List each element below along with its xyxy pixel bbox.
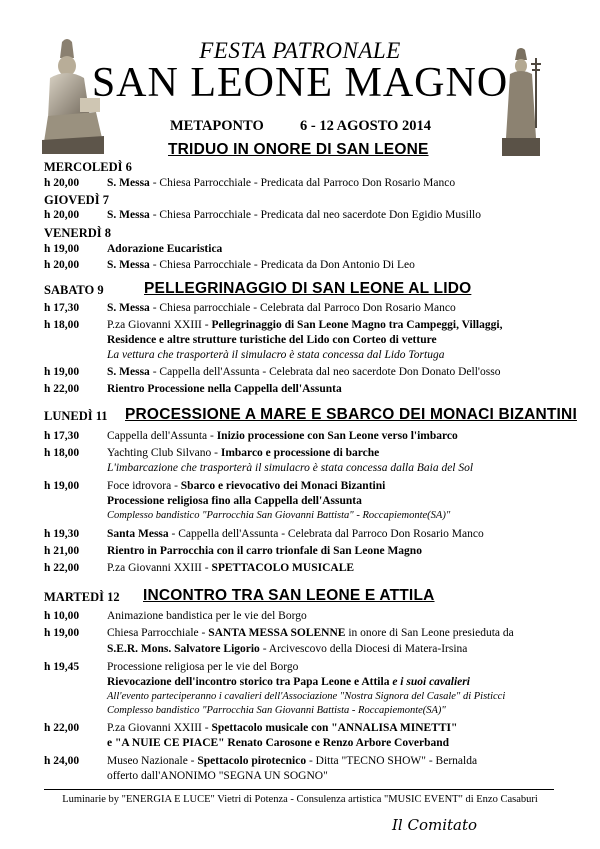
event-time: h 20,00 — [44, 177, 80, 189]
event-description: S. Messa - Cappella dell'Assunta - Celebrata dal neo sacerdote Don Donato Dell'osso — [107, 366, 501, 378]
event-description: Cappella dell'Assunta - Inizio processione con San Leone verso l'imbarco — [107, 430, 458, 442]
event-description: Processione religiosa per le vie del Borgo — [107, 661, 299, 673]
sabato-day-label: SABATO 9 — [44, 283, 104, 297]
event-time: h 21,00 — [44, 545, 80, 557]
martedi-day-label: MARTEDÌ 12 — [44, 590, 120, 604]
event-description: S. Messa - Chiesa parrocchiale - Celebrata dal Parroco Don Rosario Manco — [107, 302, 456, 314]
event-description: Museo Nazionale - Spettacolo pirotecnico - Ditta "TECNO SHOW" - Bernalda — [107, 755, 478, 767]
event-description: Rientro Processione nella Cappella dell'Assunta — [107, 383, 342, 395]
event-time: h 10,00 — [44, 610, 80, 622]
festival-dates: 6 - 12 AGOSTO 2014 — [300, 118, 432, 134]
comitato-signature: Il Comitato — [392, 816, 478, 834]
event-time: h 22,00 — [44, 562, 80, 574]
event-time: h 17,30 — [44, 430, 80, 442]
triduo-section-title: TRIDUO IN ONORE DI SAN LEONE — [168, 141, 429, 158]
event-description: P.za Giovanni XXIII - SPETTACOLO MUSICALE — [107, 562, 355, 574]
event-time: h 19,45 — [44, 661, 80, 673]
event-time: h 22,00 — [44, 722, 80, 734]
processione-section-title: PROCESSIONE A MARE E SBARCO DEI MONACI BIZANTINI — [125, 406, 577, 423]
event-time: h 22,00 — [44, 383, 80, 395]
event-description: S. Messa - Chiesa Parrocchiale - Predicata da Don Antonio Di Leo — [107, 259, 415, 271]
pellegrinaggio-section-title: PELLEGRINAGGIO DI SAN LEONE AL LIDO — [144, 280, 472, 297]
incontro-section-title: INCONTRO TRA SAN LEONE E ATTILA — [143, 587, 435, 604]
event-time: h 24,00 — [44, 755, 80, 767]
event-description: Yachting Club Silvano - Imbarco e processione di barche — [107, 447, 380, 459]
event-description: Animazione bandistica per le vie del Borgo — [107, 610, 307, 622]
city-name: METAPONTO — [170, 118, 264, 134]
event-time: h 20,00 — [44, 259, 80, 271]
venerdi-day-label: VENERDÌ 8 — [44, 226, 112, 240]
event-description: Chiesa Parrocchiale - SANTA MESSA SOLENNE in onore di San Leone presieduta da — [107, 627, 514, 639]
event-description: Adorazione Eucaristica — [107, 243, 223, 255]
mercoledi-day-label: MERCOLEDÌ 6 — [44, 160, 132, 174]
event-time: h 19,30 — [44, 528, 80, 540]
event-time: h 19,00 — [44, 243, 80, 255]
event-time: h 17,30 — [44, 302, 80, 314]
footer-divider — [44, 789, 554, 790]
event-description: P.za Giovanni XXIII - Spettacolo musicale con "ANNALISA MINETTI" — [107, 722, 458, 734]
event-description: Foce idrovora - Sbarco e rievocativo dei Monaci Bizantini — [107, 480, 386, 492]
event-time: h 18,00 — [44, 447, 80, 459]
festival-poster: FESTA PATRONALE SAN LEONE MAGNO METAPONTO 6 - 12 AGOSTO 2014 TRIDUO IN ONORE DI SAN LEONE MERCOLEDÌ 6 h 20,00 S. Messa - Chiesa Parrocchiale - Predicata dal Parroco Don Rosario Manco GIOVEDÌ 7 h 20,00 S. Messa - Chiesa Parrocchiale - Predicata dal neo sacerdote Don Egidio Musillo VENERDÌ 8 h 19,00 Adorazione Eucaristica h 20,00 S. Messa - Chiesa Parrocchiale - Predicata da Don Antonio Di Leo SABATO 9 PELLEGRINAGGIO DI SAN LEONE AL LIDO h 17,30 S. Messa - Chiesa parrocchiale - Celebrata dal Parroco Don Rosario Manco h 18,00 P.za Giovanni XXIII - Pellegrinaggio di San Leone Magno tra Campeggi, Villaggi, Residence e altre strutture turistiche del Lido con Corteo di vetture La vettura che trasporterà il simulacro è stata concessa dal Lido Tortuga h 19,00 S. Messa - Cappella dell'Assunta - Celebrata dal neo sacerdote Don Donato Dell'osso h 22,00 Rientro Processione nella Cappella dell'Assunta LUNEDÌ 11 PROCESSIONE A MARE E SBARCO DEI MONACI BIZANTINI h 17,30 Cappella dell'Assunta - Inizio processione con San Leone verso l'imbarco h 18,00 Yachting Club Silvano - Imbarco e processione di barche L'imbarcazione che trasporterà il simulacro è stata concessa dalla Baia del Sol h 19,00 Foce idrovora - Sbarco e rievocativo dei Monaci Bizantini Processione religiosa fino alla Cappella dell'Assunta Complesso bandistico "Parrocchia San Giovanni Battista" - Roccapiemonte(SA)" h 19,30 Santa Messa - Cappella dell'Assunta - Celebrata dal Parroco Don Rosario Manco h 21,00 Rientro in Parrocchia con il carro trionfale di San Leone Magno h 22,00 P.za Giovanni XXIII - SPETTACOLO MUSICALE MARTEDÌ 12 INCONTRO TRA SAN LEONE E ATTILA h 10,00 Animazione bandistica per le vie del Borgo h 19,00 Chiesa Parrocchiale - SANTA MESSA SOLENNE in onore di San Leone presieduta da S.E.R. Mons. Salvatore Ligorio - Arcivescovo della Diocesi di Matera-Irsina h 19,45 Processione religiosa per le vie del Borgo Rievocazione dell'incontro storico tra Papa Leone e Attila e i suoi cavalieri All'evento parteciperanno i cavalieri dell'Associazione "Nostra Signora del Casale" di Pisticci Complesso bandistico "Parrocchia San Giovanni Battista - Roccapiemonte(SA)" h 22,00 P.za Giovanni XXIII - Spettacolo musicale con "ANNALISA MINETTI" e "A NUIE CE PIACE" Renato Carosone e Renzo Arbore Coverband h 24,00 Museo Nazionale - Spettacolo pirotecnico - Ditta "TECNO SHOW" - Bernalda offerto dall'ANONIMO "SEGNA UN SOGNO" Luminarie by "ENERGIA E LUCE" Vietri di Potenza - Consulenza artistica "MUSIC EVENT" di Enzo Casaburi Il Comitato — [0, 0, 600, 849]
event-time: h 18,00 — [44, 319, 80, 331]
lunedi-day-label: LUNEDÌ 11 — [44, 409, 108, 423]
event-description: P.za Giovanni XXIII - Pellegrinaggio di San Leone Magno tra Campeggi, Villaggi, — [107, 319, 503, 331]
event-description: Rientro in Parrocchia con il carro trionfale di San Leone Magno — [107, 545, 422, 557]
event-description: S. Messa - Chiesa Parrocchiale - Predicata dal neo sacerdote Don Egidio Musillo — [107, 209, 481, 221]
event-time: h 20,00 — [44, 209, 80, 221]
event-description: S. Messa - Chiesa Parrocchiale - Predicata dal Parroco Don Rosario Manco — [107, 177, 456, 189]
event-description: Santa Messa - Cappella dell'Assunta - Celebrata dal Parroco Don Rosario Manco — [107, 528, 484, 540]
event-time: h 19,00 — [44, 480, 80, 492]
event-time: h 19,00 — [44, 627, 80, 639]
event-time: h 19,00 — [44, 366, 80, 378]
footer-credits: Luminarie by "ENERGIA E LUCE" Vietri di Potenza - Consulenza artistica "MUSIC EVENT" di Enzo Casaburi — [62, 794, 538, 805]
san-leone-magno-title: SAN LEONE MAGNO — [91, 60, 509, 106]
giovedi-day-label: GIOVEDÌ 7 — [44, 193, 109, 207]
festa-patronale-heading: FESTA PATRONALE — [199, 38, 401, 63]
